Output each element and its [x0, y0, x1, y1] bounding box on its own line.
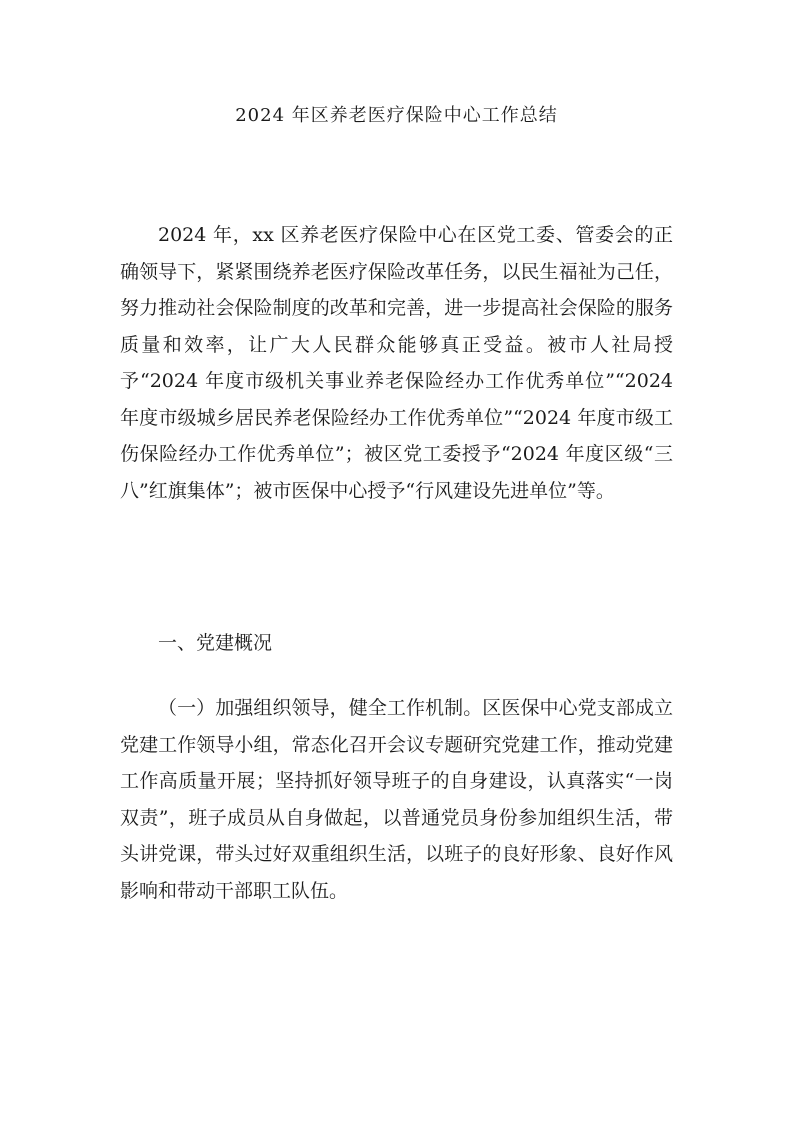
section-paragraph: （一）加强组织领导，健全工作机制。区医保中心党支部成立党建工作领导小组，常态化召开会议专题研究党建工作，推动党建工作高质量开展；坚持抓好领导班子的自身建设，认真落实“一岗双责”，班子成员从自身做起，以普通党员身份参加组织生活，带头讲党课，带头过好双重组织生活，以班子的良好形象、良好作风影响和带动干部职工队伍。 — [120, 697, 673, 902]
section-heading: 一、党建概况 — [158, 632, 273, 654]
intro-paragraph: 2024 年，xx 区养老医疗保险中心在区党工委、管委会的正确领导下，紧紧围绕养老医疗保险改革任务，以民生福祉为己任，努力推动社会保险制度的改革和完善，进一步提高社会保险的服务质量和效率，让广大人民群众能够真正受益。被市人社局授予“2024 年度市级机关事业养老保险经办工作优秀单位”“2024 年度市级城乡居民养老保险经办工作优秀单位”“2024 年度市级工伤保险经办工作优秀单位”；被区党工委授予“2024 年度区级“三八”红旗集体”；被市医保中心授予“行风建设先进单位”等。 — [120, 224, 673, 502]
document-title: 2024 年区养老医疗保险中心工作总结 — [235, 105, 558, 126]
